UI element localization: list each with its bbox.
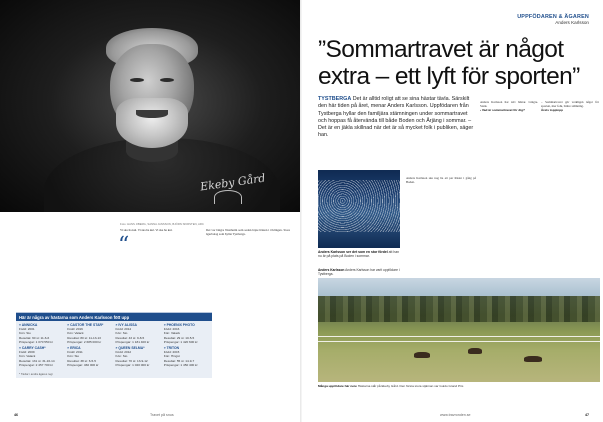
horse-detail: Född: 2009 <box>19 350 35 355</box>
folio-right-name: www.travronden.se <box>440 413 471 417</box>
horse-name: » PHOENIX PHOTO <box>163 323 195 327</box>
horse-detail: Resultat: 60 st: 11-6-6 <box>19 335 50 340</box>
portrait-eye-right <box>160 78 174 82</box>
body-column-3 <box>480 100 538 270</box>
column-text: – Sommartravet gör verkligen något för sporten, mer folk, bättre stämning. <box>541 100 599 109</box>
horse-detail: Född: 2011 <box>67 350 83 355</box>
horse-name: » IVY ALISSA <box>115 323 137 327</box>
horse-detail: Född: 2015 <box>163 350 180 355</box>
portrait-eye-left <box>130 78 144 82</box>
horse-silhouette <box>524 356 542 362</box>
horse-detail: Prispengar: 1 450 400 kr <box>163 362 198 367</box>
crowd-caption <box>318 250 400 259</box>
folio-left-name: Travet på snus <box>150 413 174 417</box>
landscape-caption-text: Hästarna står på Ekeby Gård. Den första stora stjärnan var Guido Grand Prix. <box>357 384 465 388</box>
column-text: Anders Karlsson har tolv hästar. Längre. Stark. <box>480 100 538 109</box>
horse-entry <box>164 323 209 344</box>
horse-detail: Kön: Sto <box>115 354 128 359</box>
horse-name: » QUEEN SELMA* <box>115 346 145 351</box>
horse-detail: Född: 2012 <box>115 350 132 355</box>
horse-name: » ERICA <box>67 346 81 351</box>
crowd-caption-bold: Anders Karlsson ser det som en stor fördel <box>318 250 388 254</box>
horse-detail: Prispengar: 2 457 700 kr <box>19 362 53 367</box>
byline-bold: Anders Karlsson <box>318 268 345 272</box>
horse-detail: Kön: Sto <box>67 354 80 359</box>
horse-silhouette <box>414 352 430 358</box>
crowd-caption-text: att han nu är på plats på Boden i sommar. <box>318 250 400 259</box>
horse-detail: Kön: Sto <box>19 331 31 336</box>
portrait-mouth <box>136 110 168 118</box>
folio-left <box>14 413 18 417</box>
byline-text: Anders Karlsson har varit uppfödare i Tystberga. <box>318 268 400 277</box>
horse-entry <box>67 323 112 344</box>
horse-silhouette <box>468 348 482 354</box>
factbox-footnote: * Tävlar i andra ägares regi <box>19 372 53 376</box>
horses-factbox <box>16 312 212 378</box>
ingress-text: Det är alltid roligt att se sina hästar tävla. Särskilt den här tiden på året, menar Anders Karlsson. Uppfödaren från Tystberga hyllar den familjära stämningen under sommartravet och hoppas få återvända till både Boden och Årjäng i sommar. – Det är en jäkla skillnad när det är så mycket folk i publiken, säger han. <box>318 96 474 139</box>
horse-detail: Resultat: 55 st: 14-9-7 <box>163 358 195 363</box>
crowd-photo <box>318 170 400 248</box>
horse-detail: Född: 2016 <box>163 327 180 332</box>
body-column-2: Det var längre Westheim som sedan löpte hästen i tävlingen. Stora ägarbolag som hyllar Tystberga. <box>206 228 290 237</box>
portrait-photo <box>0 0 301 212</box>
page-number: 47 <box>585 413 589 417</box>
horse-entry <box>116 346 161 367</box>
treeline <box>318 296 600 322</box>
folio-right <box>585 413 589 417</box>
horse-detail: Kön: Valack <box>163 331 181 336</box>
horse-name: » CARRY CASH* <box>19 346 46 351</box>
rubric-name: Anders Karlsson <box>555 20 589 25</box>
subhead: Årets topplopp <box>541 108 563 113</box>
landscape-caption <box>318 384 600 388</box>
crowd-lights <box>318 180 400 232</box>
factbox-title: Här är några av hästarna som Anders Karlsson fött upp <box>16 313 212 321</box>
left-page <box>0 0 301 422</box>
photo-credit: Foto: HANS JIBERG, SANNA JANSSON, BJÖRN SKIRSTEN, ARC <box>120 222 204 226</box>
landscape-photo <box>318 278 600 382</box>
landscape-caption-bold: Många uppfödare här nere <box>318 384 357 388</box>
ingress <box>318 96 476 140</box>
horse-entry <box>164 346 209 367</box>
horse-detail: Kön: Valack <box>19 354 36 359</box>
horse-detail: Resultat: 43 st: 9-8-5 <box>115 335 145 340</box>
horse-entry <box>19 323 64 344</box>
rubric-section: UPPFÖDAREN & ÄGAREN <box>517 14 589 20</box>
horse-detail: Prispengar: 1 070 550 kr <box>19 339 53 344</box>
horse-name: » CASTOR THE STAR* <box>67 323 104 327</box>
horse-name: » ANNICKA <box>19 323 38 327</box>
horse-entry <box>116 323 161 344</box>
fence-rail <box>318 336 600 337</box>
fence-rail <box>318 341 600 342</box>
horse-detail: Resultat: 29 st: 10-5-5 <box>163 335 195 340</box>
body-column-4 <box>541 100 599 270</box>
horse-name: » TRITON <box>163 346 180 351</box>
horse-detail: Resultat: 38 st: 6-5-5 <box>67 358 96 363</box>
factbox-grid <box>16 321 212 369</box>
quote-mark-icon: “ <box>118 233 130 258</box>
body-column-5: Anders Karlsson ska nog ha ett par hästar i gång på Boden. <box>406 176 476 185</box>
horse-entry <box>67 346 112 367</box>
horse-detail: Kön: Valack <box>67 331 84 336</box>
subhead: › Vad är sommartravet för dig? <box>480 108 525 113</box>
horse-detail: Kön: Sto <box>115 331 128 336</box>
ingress-kicker: TYSTBERGA <box>318 96 352 102</box>
horse-detail: Kön: Hingst <box>163 354 180 359</box>
page-number: 46 <box>14 413 18 417</box>
horse-detail: Född: 2001 <box>19 327 35 332</box>
horse-detail: Prispengar: 1 420 600 kr <box>163 339 198 344</box>
horse-detail: Prispengar: 1 181 400 kr <box>115 339 150 344</box>
horse-detail: Född: 2016 <box>67 327 83 332</box>
rubric <box>517 14 589 25</box>
horse-logo-icon <box>214 190 242 204</box>
byline-block <box>318 268 400 276</box>
horse-detail: Prispengar: 1 020 000 kr <box>115 362 150 367</box>
horse-detail: Prispengar: 460 000 kr <box>67 362 99 367</box>
horse-detail: Resultat: 70 st: 13-9-12 <box>115 358 148 363</box>
horse-detail: Resultat: 131 st: 31-16-14 <box>19 358 55 363</box>
portrait-beard <box>116 98 188 148</box>
headline: ”Sommartravet är något extra – ett lyft för sporten” <box>318 36 580 90</box>
horse-detail: Född: 2014 <box>115 327 132 332</box>
horse-detail: Resultat: 80 st: 11-13-13 <box>67 335 101 340</box>
horse-detail: Prispengar: 2 685 000 kr <box>67 339 102 344</box>
body-column-1: Vi ska ha kul. Vi ska ha kul. Vi ska ha kul. <box>120 228 173 232</box>
horse-entry <box>19 346 64 367</box>
jacket-logo-text: Ekeby Gård <box>199 171 267 194</box>
